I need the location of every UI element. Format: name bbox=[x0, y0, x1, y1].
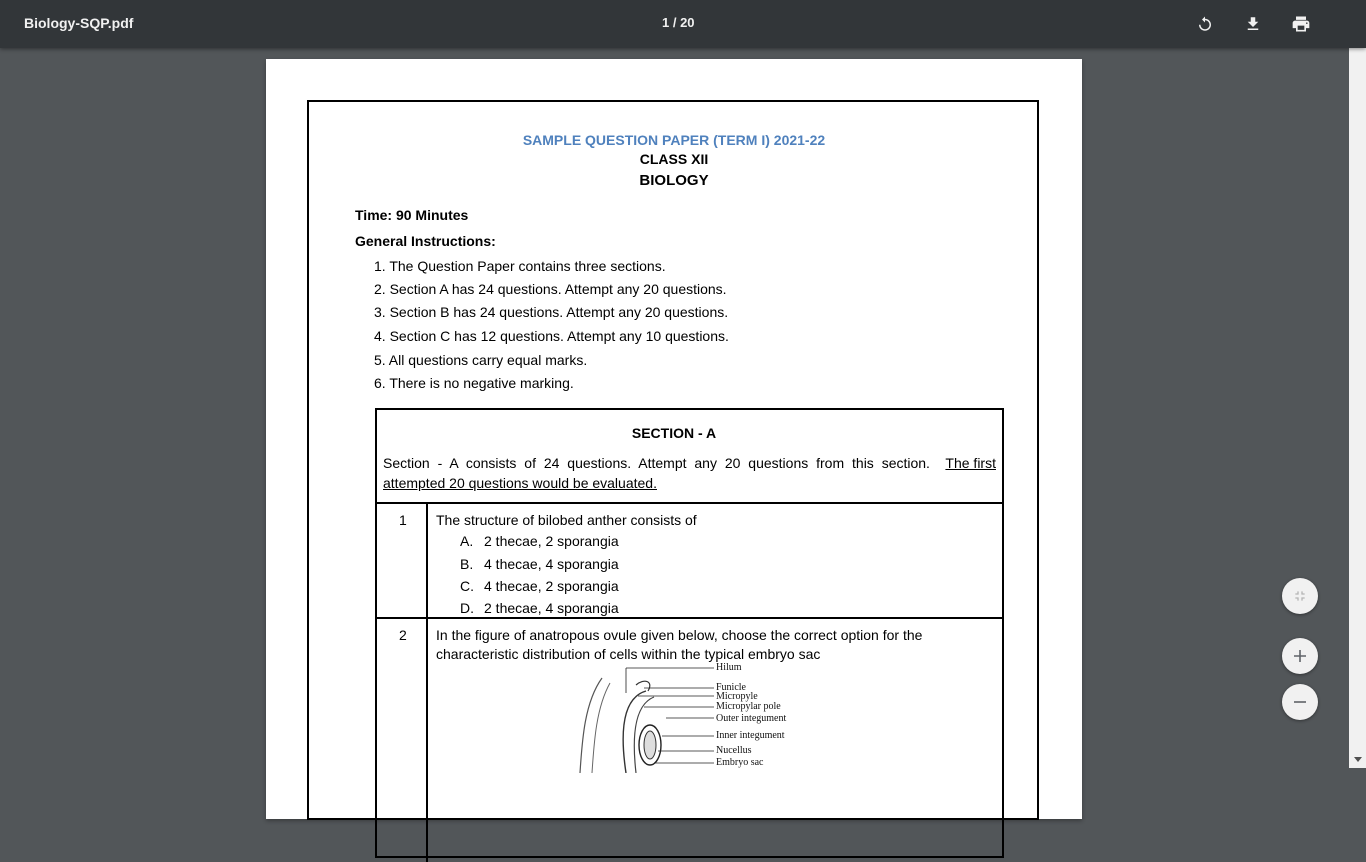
figure-label-nucellus: Nucellus bbox=[716, 745, 752, 756]
table-divider bbox=[375, 617, 1004, 619]
table-column-divider bbox=[426, 502, 428, 862]
question-number: 1 bbox=[399, 512, 407, 528]
instructions-heading: General Instructions: bbox=[355, 233, 496, 249]
rotate-icon bbox=[1196, 15, 1214, 33]
figure-label-embryo-sac: Embryo sac bbox=[716, 757, 764, 768]
question-text: The structure of bilobed anther consists of bbox=[436, 512, 697, 528]
scroll-down-arrow-icon bbox=[1354, 757, 1362, 762]
section-a-description bbox=[383, 455, 996, 471]
section-a-desc-plain: Section - A consists of 24 questions. Attempt any 20 questions from this section. bbox=[383, 455, 930, 471]
zoom-out-button[interactable] bbox=[1282, 684, 1318, 720]
question-number: 2 bbox=[399, 627, 407, 643]
option-text: 4 thecae, 4 sporangia bbox=[484, 556, 619, 572]
fit-to-page-icon bbox=[1292, 588, 1308, 604]
question-text: In the figure of anatropous ovule given below, choose the correct option for the bbox=[436, 627, 923, 643]
zoom-in-icon bbox=[1293, 649, 1307, 663]
scroll-down-button[interactable] bbox=[1349, 751, 1366, 768]
instruction-item: 4. Section C has 12 questions. Attempt any 10 questions. bbox=[374, 328, 729, 344]
question-text-line2: characteristic distribution of cells within the typical embryo sac bbox=[436, 646, 821, 662]
subject-heading: BIOLOGY bbox=[639, 172, 709, 189]
option-letter: A. bbox=[460, 533, 474, 549]
figure-label-inner-integument: Inner integument bbox=[716, 730, 785, 741]
fit-to-page-button[interactable] bbox=[1282, 578, 1318, 614]
option-letter: B. bbox=[460, 556, 474, 572]
page-indicator[interactable]: 1 / 20 bbox=[662, 15, 695, 30]
pdf-toolbar bbox=[0, 0, 1366, 48]
pdf-page bbox=[266, 59, 1082, 819]
download-icon bbox=[1244, 15, 1262, 33]
option-letter: C. bbox=[460, 578, 474, 594]
option-letter: D. bbox=[460, 600, 474, 616]
figure-label-micropylar-pole: Micropylar pole bbox=[716, 701, 781, 712]
file-name: Biology-SQP.pdf bbox=[24, 15, 134, 31]
print-icon bbox=[1291, 14, 1311, 34]
section-a-desc-underlined: The first bbox=[945, 455, 996, 471]
paper-title: SAMPLE QUESTION PAPER (TERM I) 2021-22 bbox=[522, 132, 826, 148]
instruction-item: 5. All questions carry equal marks. bbox=[374, 352, 588, 368]
download-button[interactable] bbox=[1241, 12, 1265, 36]
instruction-item: 3. Section B has 24 questions. Attempt any 20 questions. bbox=[374, 304, 729, 320]
option-text: 4 thecae, 2 sporangia bbox=[484, 578, 619, 594]
instruction-item: 1. The Question Paper contains three sections. bbox=[374, 258, 666, 274]
instruction-item: 2. Section A has 24 questions. Attempt any 20 questions. bbox=[374, 281, 727, 297]
figure-label-micropyle: Micropyle bbox=[716, 691, 758, 702]
section-a-heading: SECTION - A bbox=[631, 425, 717, 441]
ovule-figure bbox=[574, 663, 724, 773]
print-button[interactable] bbox=[1289, 12, 1313, 36]
zoom-in-button[interactable] bbox=[1282, 638, 1318, 674]
rotate-button[interactable] bbox=[1193, 12, 1217, 36]
vertical-scrollbar[interactable] bbox=[1349, 0, 1366, 768]
table-divider bbox=[375, 502, 1004, 504]
time-label: Time: 90 Minutes bbox=[355, 207, 469, 223]
section-a-desc-underlined-line2: attempted 20 questions would be evaluated. bbox=[383, 475, 657, 491]
option-text: 2 thecae, 4 sporangia bbox=[484, 600, 619, 616]
instruction-item: 6. There is no negative marking. bbox=[374, 375, 574, 391]
zoom-out-icon bbox=[1293, 695, 1307, 709]
option-text: 2 thecae, 2 sporangia bbox=[484, 533, 619, 549]
figure-label-outer-integument: Outer integument bbox=[716, 713, 787, 724]
figure-label-funicle: Funicle bbox=[716, 682, 746, 693]
figure-label-hilum: Hilum bbox=[716, 662, 742, 673]
class-heading: CLASS XII bbox=[639, 151, 709, 167]
